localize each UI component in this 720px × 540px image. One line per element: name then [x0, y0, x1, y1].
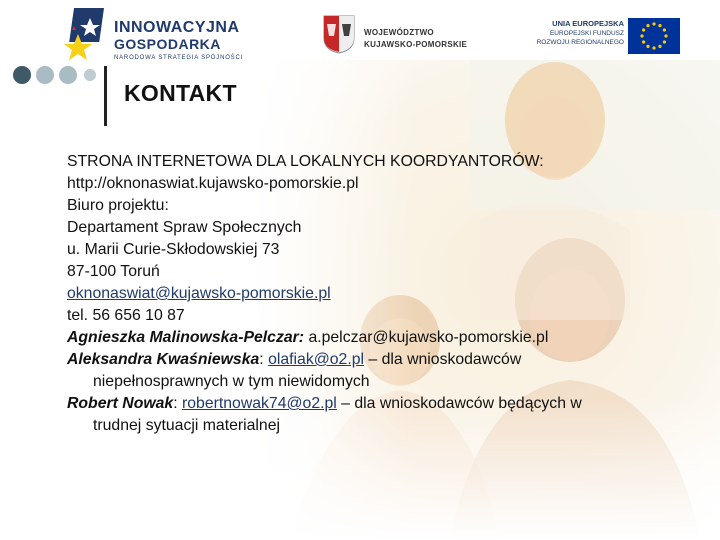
contact-desc-cont: trudnej sytuacji materialnej	[93, 417, 281, 434]
street-address: u. Marii Curie-Skłodowskiej 73	[67, 241, 280, 258]
title-divider	[104, 66, 107, 126]
kp-line1: WOJEWÓDZTWO	[364, 28, 434, 37]
kujawsko-pomorskie-logo	[322, 14, 482, 58]
kp-line2: KUJAWSKO-POMORSKIE	[364, 40, 468, 49]
ig-line3: NARODOWA STRATEGIA SPÓJNOŚCI	[114, 55, 244, 61]
ig-line2: GOSPODARKA	[114, 36, 221, 52]
postal-city: 87-100 Toruń	[67, 263, 160, 280]
department: Departament Spraw Społecznych	[67, 219, 302, 236]
phone: tel. 56 656 10 87	[67, 307, 185, 324]
website-url: http://oknonaswiat.kujawsko-pomorskie.pl	[67, 175, 359, 192]
innowacyjna-gospodarka-logo	[64, 8, 254, 64]
eu-line1: UNIA EUROPEJSKA	[552, 19, 624, 28]
eu-line2: EUROPEJSKI FUNDUSZ	[549, 30, 624, 37]
contact-email-link[interactable]: olafiak@o2.pl	[268, 351, 365, 368]
contact-desc: – dla wnioskodawców	[364, 351, 522, 368]
office-email-line	[67, 283, 687, 305]
page-title: KONTAKT	[124, 80, 237, 106]
eu-flag-icon	[628, 18, 680, 54]
ig-line1: INNOWACYJNA	[114, 19, 240, 36]
office-email-link[interactable]: oknonaswiat@kujawsko-pomorskie.pl	[67, 285, 331, 302]
contact-name: Agnieszka Malinowska-Pelczar:	[67, 329, 305, 346]
contact-desc: – dla wnioskodawców będących w	[336, 395, 582, 412]
office-label: Biuro projektu:	[67, 197, 169, 214]
contact-separator: :	[173, 395, 182, 412]
contact-email: a.pelczar@kujawsko-pomorskie.pl	[308, 329, 549, 346]
contact-separator: :	[259, 351, 269, 368]
contact-name: Robert Nowak	[67, 395, 174, 412]
website-heading: STRONA INTERNETOWA DLA LOKALNYCH KOORDYANTORÓW:	[67, 153, 544, 170]
decorative-dots	[12, 64, 96, 86]
contact-row	[67, 327, 687, 349]
contact-email-link[interactable]: robertnowak74@o2.pl	[182, 395, 337, 412]
crest-icon	[322, 14, 356, 54]
contact-row	[67, 393, 687, 415]
contact-desc-cont: niepełnosprawnych w tym niewidomych	[93, 373, 370, 390]
contact-content	[67, 151, 687, 437]
eu-logo	[534, 16, 684, 56]
eu-text	[537, 19, 624, 47]
ig-star-icon	[64, 8, 110, 60]
contact-row	[67, 349, 687, 371]
eu-line3: ROZWOJU REGIONALNEGO	[536, 39, 624, 46]
contact-name: Aleksandra Kwaśniewska	[67, 351, 260, 368]
